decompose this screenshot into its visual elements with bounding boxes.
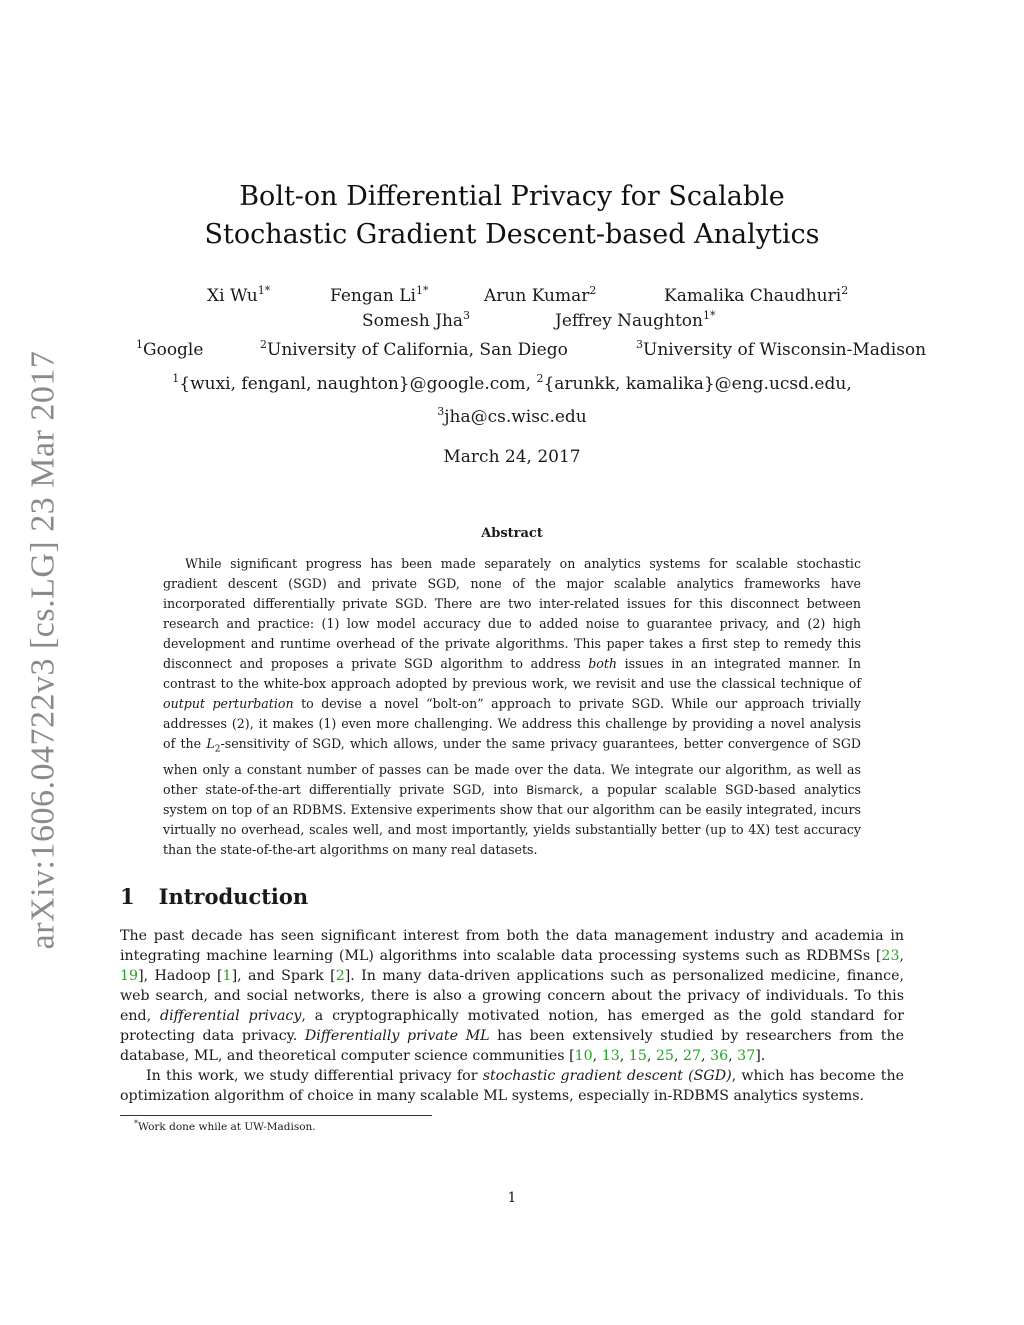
citation-link[interactable]: 37 <box>737 1048 756 1064</box>
citation-link[interactable]: 10 <box>574 1048 593 1064</box>
citation-link[interactable]: 2 <box>335 968 345 984</box>
affiliation: $^1$Google <box>136 338 204 360</box>
affiliation: $^3$University of Wisconsin-Madison <box>636 338 927 360</box>
paper-date: March 24, 2017 <box>443 447 581 467</box>
page-number: 1 <box>507 1190 517 1206</box>
author: Jeffrey Naughton$^{1*}$ <box>555 309 716 331</box>
citation-link[interactable]: 23 <box>881 948 900 964</box>
arxiv-stamp <box>8 350 78 950</box>
author: Kamalika Chaudhuri$^2$ <box>664 284 849 306</box>
author: Arun Kumar$^2$ <box>484 284 597 306</box>
footnote: *Work done while at UW-Madison. <box>134 1119 316 1133</box>
citation-link[interactable]: 1 <box>222 968 232 984</box>
intro-paragraph-1: The past decade has seen significant interest from both the data management industry and academia in integrating machine learning (ML) algorithms into scalable data processing systems such as RDBMSs [23, 19], Hadoop [1], and Spark [2]. In many data-driven applications such as personalized medicine, finance, web search, and social networks, there is also a growing concern about the privacy of individuals. To this end, differential privacy, a cryptographically motivated notion, has emerged as the gold standard for protecting data privacy. Differentially private ML has been extensively studied by researchers from the database, ML, and theoretical computer science communities [10, 13, 15, 25, 27, 36, 37]. <box>120 928 904 1064</box>
intro-body <box>120 926 904 1106</box>
paper-title <box>0 178 1024 254</box>
citation-link[interactable]: 25 <box>655 1048 674 1064</box>
citation-link[interactable]: 13 <box>601 1048 620 1064</box>
title-line-1: Bolt-on Differential Privacy for Scalable <box>239 181 785 212</box>
author: Fengan $Li^{1*}$ <box>330 284 429 306</box>
footnote-rule <box>120 1115 432 1116</box>
section-heading: 1 Introduction <box>120 884 309 909</box>
abstract-body: While significant progress has been made separately on analytics systems for scalable stochastic gradient descent (SGD) and private SGD, none of the major scalable analytics frameworks have incorporated differentially private SGD. There are two inter-related issues for this disconnect between research and practice: (1) low model accuracy due to added noise to guarantee privacy, and (2) high development and runtime overhead of the private algorithms. This paper takes a first step to remedy this disconnect and proposes a private SGD algorithm to address both issues in an integrated manner. In contrast to the white-box approach adopted by previous work, we revisit and use the classical technique of output perturbation to devise a novel “bolt-on” approach to private SGD. While our approach trivially addresses (2), it makes (1) even more challenging. We address this challenge by providing a novel analysis of the $L_2$-sensitivity of SGD, which allows, under the same privacy guarantees, better convergence of SGD when only a constant number of passes can be made over the data. We integrate our algorithm, as well as other state-of-the-art differentially private SGD, into Bismarck, a popular scalable SGD-based analytics system on top of an RDBMS. Extensive experiments show that our algorithm can be easily integrated, incurs virtually no overhead, scales well, and most importantly, yields substantially better (up to 4X) test accuracy than the state-of-the-art algorithms on many real datasets. <box>163 556 861 857</box>
author: Somesh Jha$^3$ <box>362 309 471 331</box>
citation-link[interactable]: 27 <box>682 1048 702 1064</box>
intro-paragraph-2: In this work, we study differential privacy for stochastic gradient descent (SGD), which has become the optimization algorithm of choice in many scalable ML systems, especially in-RDBMS analytics systems. <box>120 1068 904 1104</box>
emails-line-1: $^1${wuxi, fenganl, naughton}@google.com, $^2${arunkk, kamalika}@eng.ucsd.edu, <box>172 372 852 394</box>
author: Xi $Wu^{1*}$ <box>207 284 271 306</box>
citation-link[interactable]: 19 <box>120 968 139 984</box>
abstract-heading: Abstract <box>481 526 543 541</box>
emails-line-2: $^3$jha@cs.wisc.edu <box>437 405 587 427</box>
citation-link[interactable]: 15 <box>628 1048 647 1064</box>
citation-link[interactable]: 36 <box>710 1048 729 1064</box>
title-line-2: Stochastic Gradient Descent-based Analytics <box>204 219 820 250</box>
arxiv-stamp-text: arXiv:1606.04722v3 [cs.LG] 23 Mar 2017 <box>24 350 62 950</box>
affiliation: $^2$University of California, San Diego <box>260 338 568 360</box>
